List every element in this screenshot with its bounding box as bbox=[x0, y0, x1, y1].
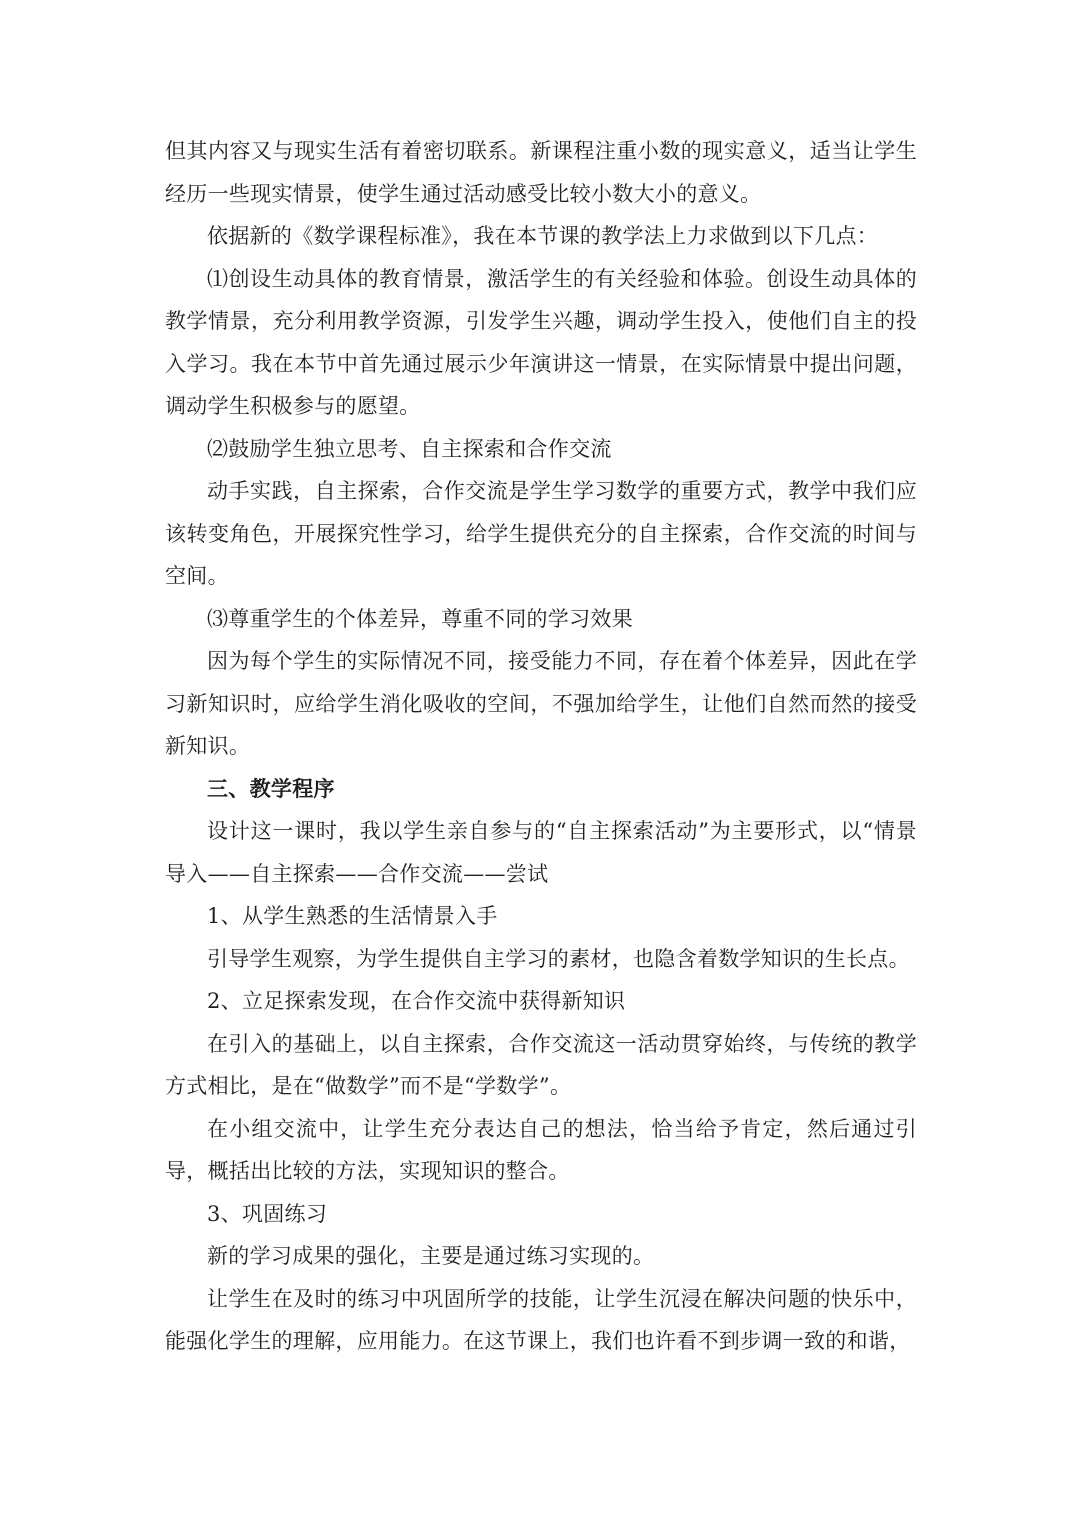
document-body bbox=[165, 130, 917, 1363]
paragraph-subheading: 1、从学生熟悉的生活情景入手 bbox=[207, 904, 498, 928]
paragraph: 引导学生观察，为学生提供自主学习的素材，也隐含着数学知识的生长点。 bbox=[207, 946, 910, 971]
paragraph: 新的学习成果的强化，主要是通过练习实现的。 bbox=[207, 1244, 655, 1268]
paragraph: 动手实践，自主探索，合作交流是学生学习数学的重要方式，教学中我们应该转变角色，开展探究性学习，给学生提供充分的自主探索，合作交流的时间与空间。 bbox=[165, 479, 917, 588]
paragraph: 但其内容又与现实生活有着密切联系。新课程注重小数的现实意义，适当让学生经历一些现实情景，使学生通过活动感受比较小数大小的意义。 bbox=[165, 139, 917, 206]
paragraph: 因为每个学生的实际情况不同，接受能力不同，存在着个体差异，因此在学习新知识时，应给学生消化吸收的空间，不强加给学生，让他们自然而然的接受新知识。 bbox=[165, 649, 917, 758]
paragraph-subheading: ⑵鼓励学生独立思考、自主探索和合作交流 bbox=[207, 436, 612, 461]
paragraph: 在引入的基础上，以自主探索，合作交流这一活动贯穿始终，与传统的教学方式相比，是在“做数学”而不是“学数学”。 bbox=[165, 1031, 917, 1098]
paragraph-subheading: 2、立足探索发现，在合作交流中获得新知识 bbox=[207, 989, 626, 1013]
paragraph: 在小组交流中，让学生充分表达自己的想法，恰当给予肯定，然后通过引导，概括出比较的方法，实现知识的整合。 bbox=[165, 1116, 917, 1183]
paragraph: 依据新的《数学课程标准》，我在本节课的教学法上力求做到以下几点： bbox=[207, 224, 879, 248]
paragraph-subheading: ⑶尊重学生的个体差异，尊重不同的学习效果 bbox=[207, 606, 633, 631]
paragraph: 设计这一课时，我以学生亲自参与的“自主探索活动”为主要形式，以“情景导入——自主探索——合作交流——尝试 bbox=[165, 819, 917, 886]
paragraph-subheading: 3、巩固练习 bbox=[207, 1201, 328, 1226]
section-heading: 三、教学程序 bbox=[207, 775, 335, 801]
paragraph: ⑴创设生动具体的教育情景，激活学生的有关经验和体验。创设生动具体的教学情景，充分利用教学资源，引发学生兴趣，调动学生投入，使他们自主的投入学习。我在本节中首先通过展示少年演讲这一情景，在实际情景中提出问题，调动学生积极参与的愿望。 bbox=[165, 266, 917, 418]
paragraph: 让学生在及时的练习中巩固所学的技能，让学生沉浸在解决问题的快乐中，能强化学生的理解，应用能力。在这节课上，我们也许看不到步调一致的和谐， bbox=[165, 1286, 917, 1353]
